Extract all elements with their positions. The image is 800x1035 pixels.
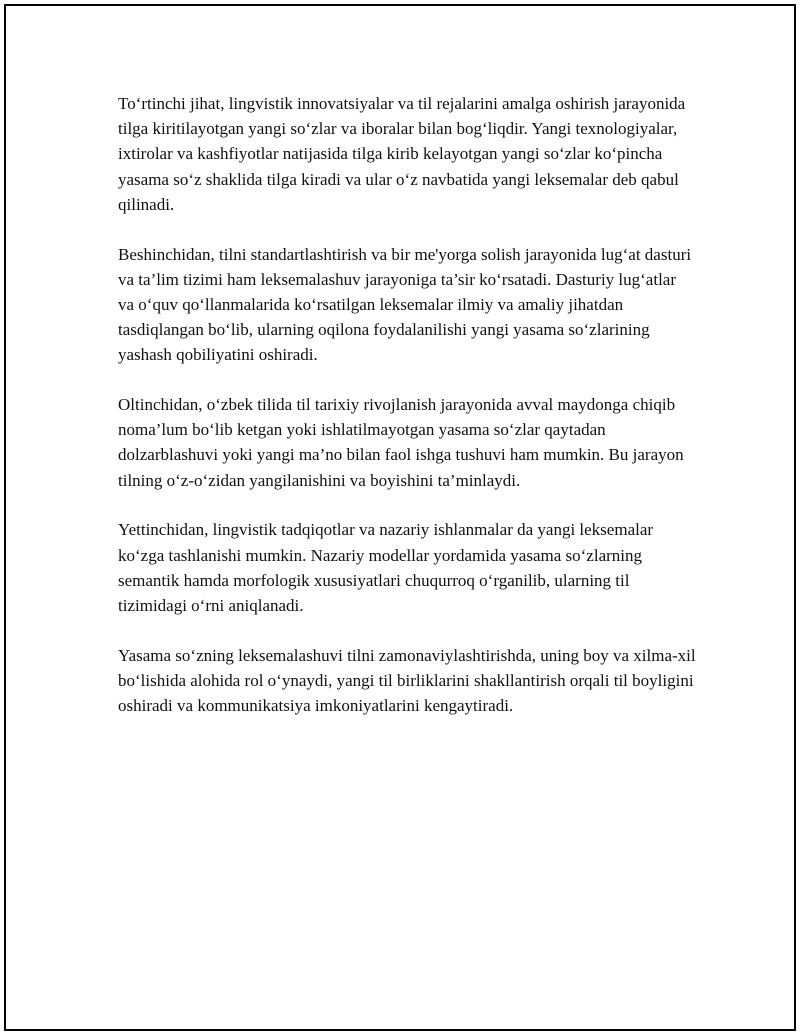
paragraph-fourth-aspect: To‘rtinchi jihat, lingvistik innovatsiyalar va til rejalarini amalga oshirish jarayonida tilga kiritilayotgan yangi so‘zlar va iboralar bilan bog‘liqdir. Yangi texnologiyalar, ixtirolar va kashfiyotlar natijasida tilga kirib kelayotgan yangi so‘zlar ko‘pincha yasama so‘z shaklida tilga kiradi va ular o‘z navbatida yangi leksemalar deb qabul qilinadi.: [118, 94, 686, 214]
document-body: [118, 91, 696, 743]
paragraph-sixth-aspect: Oltinchidan, o‘zbek tilida til tarixiy rivojlanish jarayonida avval maydonga chiqib noma’lum bo‘lib ketgan yoki ishlatilmayotgan yasama so‘zlar qaytadan dolzarblashuvi yoki yangi ma’no bilan faol ishga tushuvi ham mumkin. Bu jarayon tilning o‘z-o‘zidan yangilanishini va boyishini ta’minlaydi.: [118, 395, 684, 490]
paragraph-conclusion: Yasama so‘zning leksemalashuvi tilni zamonaviylashtirishda, uning boy va xilma-xil bo‘lishida alohida rol o‘ynaydi, yangi til birliklarini shakllantirish orqali til boyligini oshiradi va kommunikatsiya imkoniyatlarini kengaytiradi.: [118, 645, 696, 716]
paragraph-seventh-aspect: Yettinchidan, lingvistik tadqiqotlar va nazariy ishlanmalar da yangi leksemalar ko‘zga tashlanishi mumkin. Nazariy modellar yordamida yasama so‘zlarning semantik hamda morfologik xususiyatlari chuqurroq o‘rganilib, ularning til tizimidagi o‘rni aniqlanadi.: [118, 520, 654, 615]
paragraph-fifth-aspect: Beshinchidan, tilni standartlashtirish va bir me'yorga solish jarayonida lug‘at dasturi va ta’lim tizimi ham leksemalashuv jarayoniga ta’sir ko‘rsatadi. Dasturiy lug‘atlar va o‘quv qo‘llanmalarida ko‘rsatilgan leksemalar ilmiy va amaliy jihatdan tasdiqlangan bo‘lib, ularning oqilona foydalanilishi yangi yasama so‘zlarining yashash qobiliyatini oshiradi.: [118, 244, 692, 365]
